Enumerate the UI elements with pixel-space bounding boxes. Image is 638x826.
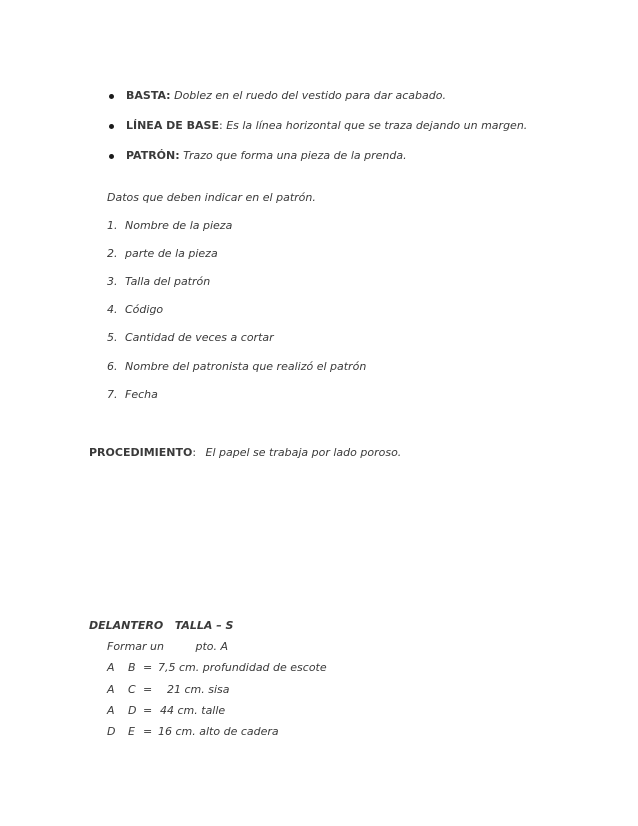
- equals-sign: =: [143, 725, 153, 738]
- measurement-row: [107, 683, 230, 696]
- measurement-text: 21 cm. sisa: [167, 683, 230, 696]
- list-item-text: parte de la pieza: [125, 247, 218, 260]
- list-item: [107, 275, 210, 288]
- start-point: pto. A: [195, 640, 229, 653]
- procedure-text: El papel se trabaja por lado poroso.: [205, 446, 402, 459]
- definition-text: Doblez en el ruedo del vestido para dar acabado.: [174, 89, 446, 102]
- front-heading: DELANTERO TALLA – S: [89, 619, 234, 632]
- definition-term: BASTA:: [126, 89, 171, 102]
- list-item-text: Cantidad de veces a cortar: [125, 331, 274, 344]
- list-item: [107, 219, 232, 232]
- measurement-text: 7,5 cm. profundidad de escote: [158, 661, 327, 674]
- definition-linea-de-base: [126, 119, 527, 132]
- list-item-text: Código: [125, 303, 164, 316]
- measurement-row: [107, 661, 327, 674]
- list-item-number: 4.: [107, 303, 118, 316]
- definition-separator: :: [218, 119, 223, 132]
- list-item: [107, 360, 366, 373]
- list-item-text: Nombre del patronista que realizó el patrón: [125, 360, 367, 373]
- point-to: C: [128, 683, 136, 696]
- bullet-icon: [109, 154, 114, 159]
- list-item-number: 7.: [107, 388, 118, 401]
- procedure-line: [89, 446, 401, 459]
- list-item-text: Fecha: [125, 388, 158, 401]
- definition-term: PATRÓN:: [126, 149, 180, 162]
- list-item-number: 2.: [107, 247, 118, 260]
- list-item-number: 5.: [107, 331, 118, 344]
- equals-sign: =: [143, 704, 153, 717]
- procedure-label: PROCEDIMIENTO: [89, 446, 193, 459]
- measurement-text: 44 cm. talle: [160, 704, 226, 717]
- definition-basta: [126, 89, 446, 102]
- point-to: E: [128, 725, 135, 738]
- measurement-row: [107, 704, 225, 717]
- list-item: [107, 388, 158, 401]
- point-to: D: [128, 704, 137, 717]
- list-item-number: 1.: [107, 219, 118, 232]
- start-label: Formar un: [107, 640, 164, 653]
- definition-text: Es la línea horizontal que se traza dejando un margen.: [226, 119, 528, 132]
- procedure-separator: :: [192, 446, 197, 459]
- list-item: [107, 303, 163, 316]
- equals-sign: =: [143, 661, 153, 674]
- list-item-text: Talla del patrón: [125, 275, 211, 288]
- front-start-point: [107, 640, 228, 653]
- pattern-data-intro: Datos que deben indicar en el patrón.: [107, 191, 316, 204]
- list-item-number: 3.: [107, 275, 118, 288]
- list-item: [107, 331, 274, 344]
- point-from: A: [107, 704, 115, 717]
- point-from: A: [107, 683, 115, 696]
- measurement-row: [107, 725, 279, 738]
- bullet-icon: [109, 94, 114, 99]
- list-item: [107, 247, 218, 260]
- point-from: D: [107, 725, 116, 738]
- bullet-icon: [109, 124, 114, 129]
- list-item-text: Nombre de la pieza: [125, 219, 233, 232]
- definition-patron: [126, 149, 407, 162]
- definition-term: LÍNEA DE BASE: [126, 119, 219, 132]
- list-item-number: 6.: [107, 360, 118, 373]
- definition-text: Trazo que forma una pieza de la prenda.: [183, 149, 407, 162]
- measurement-text: 16 cm. alto de cadera: [158, 725, 279, 738]
- point-from: A: [107, 661, 115, 674]
- equals-sign: =: [143, 683, 153, 696]
- point-to: B: [128, 661, 136, 674]
